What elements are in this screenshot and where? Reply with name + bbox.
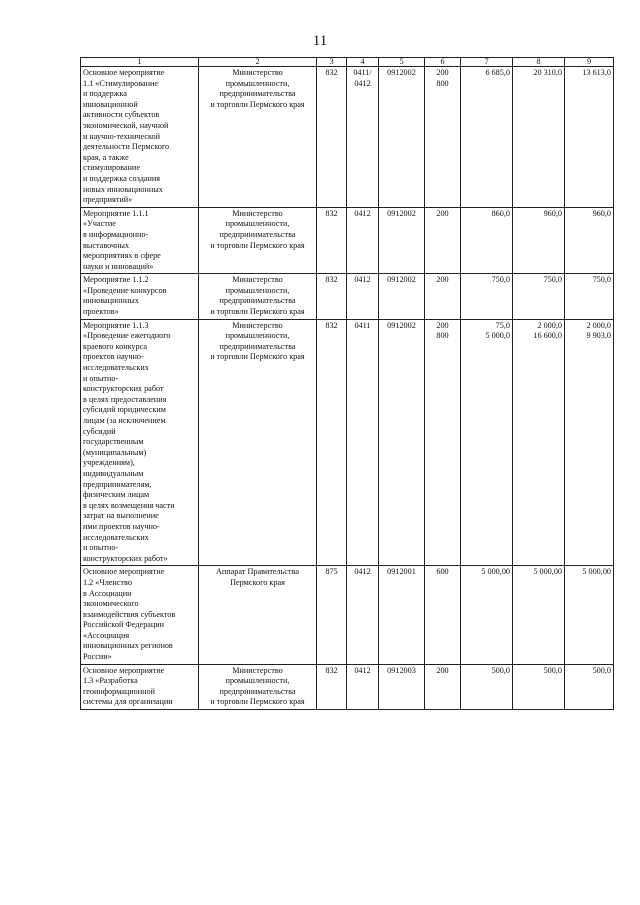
target-article: 0912002 (379, 319, 425, 566)
amount-year-3: 5 000,00 (565, 566, 614, 664)
grbs-code: 832 (317, 274, 347, 319)
executor: Аппарат Правительства Пермского края (199, 566, 317, 664)
section-code: 0412 (347, 566, 379, 664)
grbs-code: 832 (317, 319, 347, 566)
table-row (81, 67, 614, 208)
amount-year-3: 2 000,0 9 903,0 (565, 319, 614, 566)
header-cell: 5 (379, 58, 425, 67)
program-table (80, 57, 614, 710)
target-article: 0912002 (379, 207, 425, 274)
expense-type: 200 800 (425, 67, 461, 208)
table-row (81, 274, 614, 319)
page-number: 11 (312, 33, 328, 49)
expense-type: 200 800 (425, 319, 461, 566)
amount-year-3: 960,0 (565, 207, 614, 274)
header-cell: 6 (425, 58, 461, 67)
amount-year-1: 5 000,00 (461, 566, 513, 664)
amount-year-1: 860,0 (461, 207, 513, 274)
target-article: 0912003 (379, 664, 425, 709)
amount-year-2: 960,0 (513, 207, 565, 274)
expense-type: 200 (425, 274, 461, 319)
activity-name: Основное мероприятие 1.2 «Членство в Ассоциации экономического взаимодействия субъектов Российской Федерации «Ассоциация инновационных регионов России» (81, 566, 199, 664)
executor: Министерство промышленности, предпринимательства и торговли Пермского края (199, 207, 317, 274)
target-article: 0912002 (379, 67, 425, 208)
header-cell: 2 (199, 58, 317, 67)
section-code: 0412 (347, 274, 379, 319)
table-row (81, 664, 614, 709)
target-article: 0912001 (379, 566, 425, 664)
section-code: 0411 (347, 319, 379, 566)
activity-name: Основное мероприятие 1.1 «Стимулирование и поддержка инновационной активности субъектов экономической, научной и научно-технической деятельности Пермского края, а также стимулирование и поддержка создания новых инновационных предприятий» (81, 67, 199, 208)
grbs-code: 832 (317, 664, 347, 709)
amount-year-1: 750,0 (461, 274, 513, 319)
section-code: 0411/ 0412 (347, 67, 379, 208)
executor: Министерство промышленности, предпринимательства и торговли Пермского края (199, 274, 317, 319)
activity-name: Мероприятие 1.1.1 «Участие в информационно- выставочных мероприятиях в сфере науки и инноваций» (81, 207, 199, 274)
amount-year-2: 2 000,0 16 600,0 (513, 319, 565, 566)
amount-year-1: 75,0 5 000,0 (461, 319, 513, 566)
executor: Министерство промышленности, предпринимательства и торговли Пермского края (199, 67, 317, 208)
executor: Министерство промышленности, предпринимательства и торговли Пермского края (199, 319, 317, 566)
table-row (81, 207, 614, 274)
amount-year-2: 500,0 (513, 664, 565, 709)
header-cell: 8 (513, 58, 565, 67)
activity-name: Мероприятие 1.1.2 «Проведение конкурсов инновационных проектов» (81, 274, 199, 319)
header-cell: 9 (565, 58, 614, 67)
header-cell: 7 (461, 58, 513, 67)
expense-type: 600 (425, 566, 461, 664)
amount-year-1: 500,0 (461, 664, 513, 709)
header-row (81, 58, 614, 67)
header-cell: 1 (81, 58, 199, 67)
amount-year-3: 750,0 (565, 274, 614, 319)
table-row (81, 566, 614, 664)
executor: Министерство промышленности, предпринимательства и торговли Пермского края (199, 664, 317, 709)
amount-year-2: 5 000,00 (513, 566, 565, 664)
table-row (81, 319, 614, 566)
section-code: 0412 (347, 664, 379, 709)
amount-year-3: 500,0 (565, 664, 614, 709)
grbs-code: 875 (317, 566, 347, 664)
grbs-code: 832 (317, 207, 347, 274)
target-article: 0912002 (379, 274, 425, 319)
grbs-code: 832 (317, 67, 347, 208)
header-cell: 3 (317, 58, 347, 67)
activity-name: Мероприятие 1.1.3 «Проведение ежегодного краевого конкурса проектов научно- исследовательских и опытно- конструкторских работ в целях предоставления субсидий юридическим лицам (за исключением субсидий государственным (муниципальным) учреждениям), индивидуальным предпринимателям, физическим лицам в целях возмещения части затрат на выполнение ими проектов научно- исследовательских и опытно- конструкторских работ» (81, 319, 199, 566)
expense-type: 200 (425, 207, 461, 274)
expense-type: 200 (425, 664, 461, 709)
activity-name: Основное мероприятие 1.3 «Разработка геоинформационной системы для организации (81, 664, 199, 709)
amount-year-3: 13 613,0 (565, 67, 614, 208)
amount-year-2: 20 310,0 (513, 67, 565, 208)
amount-year-2: 750,0 (513, 274, 565, 319)
header-cell: 4 (347, 58, 379, 67)
section-code: 0412 (347, 207, 379, 274)
amount-year-1: 6 685,0 (461, 67, 513, 208)
